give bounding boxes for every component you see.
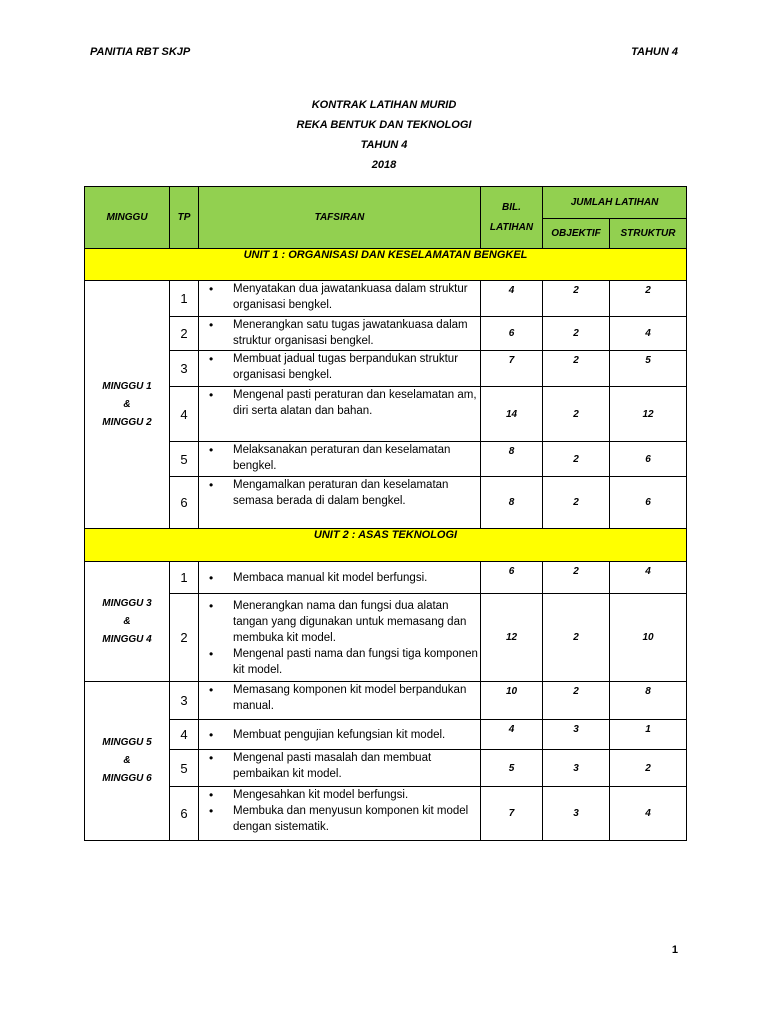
struktur-cell: 5	[610, 351, 687, 387]
list-item: • Mengenal pasti nama dan fungsi tiga komponen kit model.	[199, 646, 480, 678]
bil-cell: 10	[481, 682, 543, 720]
bil-cell: 7	[481, 787, 543, 841]
tp-cell: 6	[170, 477, 199, 529]
week-cell-3-4	[85, 562, 170, 682]
table-row	[85, 720, 687, 750]
title-line-3: TAHUN 4	[360, 139, 408, 151]
bil-cell: 14	[481, 387, 543, 442]
col-header-tp: TP	[170, 187, 199, 249]
bil-cell: 7	[481, 351, 543, 387]
list-item: • Mengesahkan kit model berfungsi.	[199, 787, 480, 803]
list-item: • Mengamalkan peraturan dan keselamatan semasa berada di dalam bengkel.	[199, 477, 480, 509]
objektif-cell: 2	[543, 594, 610, 682]
list-item: • Membuat jadual tugas berpandukan struktur organisasi bengkel.	[199, 351, 480, 383]
col-header-tafsiran: TAFSIRAN	[199, 187, 481, 249]
struktur-cell: 8	[610, 682, 687, 720]
struktur-cell: 10	[610, 594, 687, 682]
bil-cell: 5	[481, 750, 543, 787]
objektif-cell: 3	[543, 720, 610, 750]
header-right: TAHUN 4	[631, 46, 678, 58]
tafsiran-cell	[199, 281, 481, 317]
bil-label: BIL.	[502, 201, 521, 213]
week-label: MINGGU 3	[102, 597, 152, 609]
tp-cell: 3	[170, 351, 199, 387]
tp-cell: 5	[170, 750, 199, 787]
title-line-1: KONTRAK LATIHAN MURID	[311, 99, 457, 111]
tafsiran-cell	[199, 562, 481, 594]
week-label: MINGGU 2	[102, 416, 152, 428]
tp-cell: 3	[170, 682, 199, 720]
page-number: 1	[671, 944, 678, 956]
week-label: MINGGU 1	[102, 380, 152, 392]
objektif-cell: 2	[543, 562, 610, 594]
struktur-cell: 4	[610, 787, 687, 841]
struktur-cell: 6	[610, 477, 687, 529]
table-row	[85, 562, 687, 594]
struktur-cell: 6	[610, 442, 687, 477]
week-amp: &	[123, 755, 131, 766]
week-amp: &	[123, 398, 131, 410]
tp-cell: 1	[170, 562, 199, 594]
col-header-struktur: STRUKTUR	[610, 219, 687, 249]
bil-cell: 12	[481, 594, 543, 682]
col-header-objektif: OBJEKTIF	[543, 219, 610, 249]
unit-1-title: UNIT 1 : ORGANISASI DAN KESELAMATAN BENGKEL	[85, 249, 687, 281]
list-item: • Menyatakan dua jawatankuasa dalam struktur organisasi bengkel.	[199, 281, 480, 313]
objektif-cell: 3	[543, 787, 610, 841]
tafsiran-cell	[199, 720, 481, 750]
tafsiran-cell	[199, 594, 481, 682]
week-label: MINGGU 4	[102, 633, 152, 645]
tafsiran-cell	[199, 317, 481, 351]
list-item: • Melaksanakan peraturan dan keselamatan bengkel.	[199, 442, 480, 474]
table-row	[85, 787, 687, 841]
tafsiran-cell	[199, 787, 481, 841]
list-item: • Membaca manual kit model berfungsi.	[199, 570, 480, 586]
week-label: MINGGU 6	[102, 773, 152, 784]
struktur-cell: 12	[610, 387, 687, 442]
struktur-cell: 2	[610, 281, 687, 317]
list-item: • Mengenal pasti peraturan dan keselamatan am, diri serta alatan dan bahan.	[199, 387, 480, 419]
contract-table	[84, 186, 687, 841]
table-row	[85, 750, 687, 787]
document-titles	[0, 95, 768, 175]
tp-cell: 4	[170, 387, 199, 442]
unit-2-title: UNIT 2 : ASAS TEKNOLOGI	[85, 529, 687, 562]
bil-cell: 6	[481, 562, 543, 594]
bil-cell: 4	[481, 281, 543, 317]
week-label: MINGGU 5	[102, 737, 152, 748]
tp-cell: 4	[170, 720, 199, 750]
bil-cell: 8	[481, 442, 543, 477]
week-cell-1-2	[85, 281, 170, 529]
tp-cell: 2	[170, 594, 199, 682]
title-line-4: 2018	[371, 159, 397, 171]
list-item: • Memasang komponen kit model berpandukan manual.	[199, 682, 480, 714]
header-left: PANITIA RBT SKJP	[90, 46, 191, 58]
week-amp: &	[123, 615, 131, 627]
objektif-cell: 2	[543, 387, 610, 442]
tafsiran-cell	[199, 442, 481, 477]
col-header-bil-latihan	[481, 187, 543, 249]
struktur-cell: 2	[610, 750, 687, 787]
objektif-cell: 2	[543, 281, 610, 317]
bil-cell: 8	[481, 477, 543, 529]
objektif-cell: 2	[543, 682, 610, 720]
tp-cell: 6	[170, 787, 199, 841]
tp-cell: 1	[170, 281, 199, 317]
list-item: • Membuat pengujian kefungsian kit model.	[199, 727, 480, 743]
objektif-cell: 2	[543, 442, 610, 477]
latihan-label: LATIHAN	[489, 221, 534, 233]
struktur-cell: 4	[610, 317, 687, 351]
table-row	[85, 317, 687, 351]
col-header-minggu: MINGGU	[85, 187, 170, 249]
objektif-cell: 2	[543, 351, 610, 387]
bil-cell: 4	[481, 720, 543, 750]
table-row	[85, 477, 687, 529]
list-item: • Menerangkan satu tugas jawatankuasa dalam struktur organisasi bengkel.	[199, 317, 480, 349]
tafsiran-cell	[199, 750, 481, 787]
col-header-jumlah-latihan: JUMLAH LATIHAN	[543, 187, 687, 219]
struktur-cell: 1	[610, 720, 687, 750]
struktur-cell: 4	[610, 562, 687, 594]
objektif-cell: 2	[543, 317, 610, 351]
table-row	[85, 442, 687, 477]
table-row	[85, 351, 687, 387]
tp-cell: 5	[170, 442, 199, 477]
table-row	[85, 387, 687, 442]
title-line-2: REKA BENTUK DAN TEKNOLOGI	[296, 119, 472, 131]
table-row	[85, 594, 687, 682]
tafsiran-cell	[199, 477, 481, 529]
objektif-cell: 2	[543, 477, 610, 529]
week-cell-5-6	[85, 682, 170, 841]
list-item: • Mengenal pasti masalah dan membuat pembaikan kit model.	[199, 750, 480, 782]
bil-cell: 6	[481, 317, 543, 351]
list-item: • Menerangkan nama dan fungsi dua alatan tangan yang digunakan untuk memasang dan membuka kit model.	[199, 598, 480, 646]
list-item: • Membuka dan menyusun komponen kit model dengan sistematik.	[199, 803, 480, 835]
table-row	[85, 281, 687, 317]
tafsiran-cell	[199, 351, 481, 387]
tafsiran-cell	[199, 682, 481, 720]
tp-cell: 2	[170, 317, 199, 351]
table-row	[85, 682, 687, 720]
tafsiran-cell	[199, 387, 481, 442]
objektif-cell: 3	[543, 750, 610, 787]
